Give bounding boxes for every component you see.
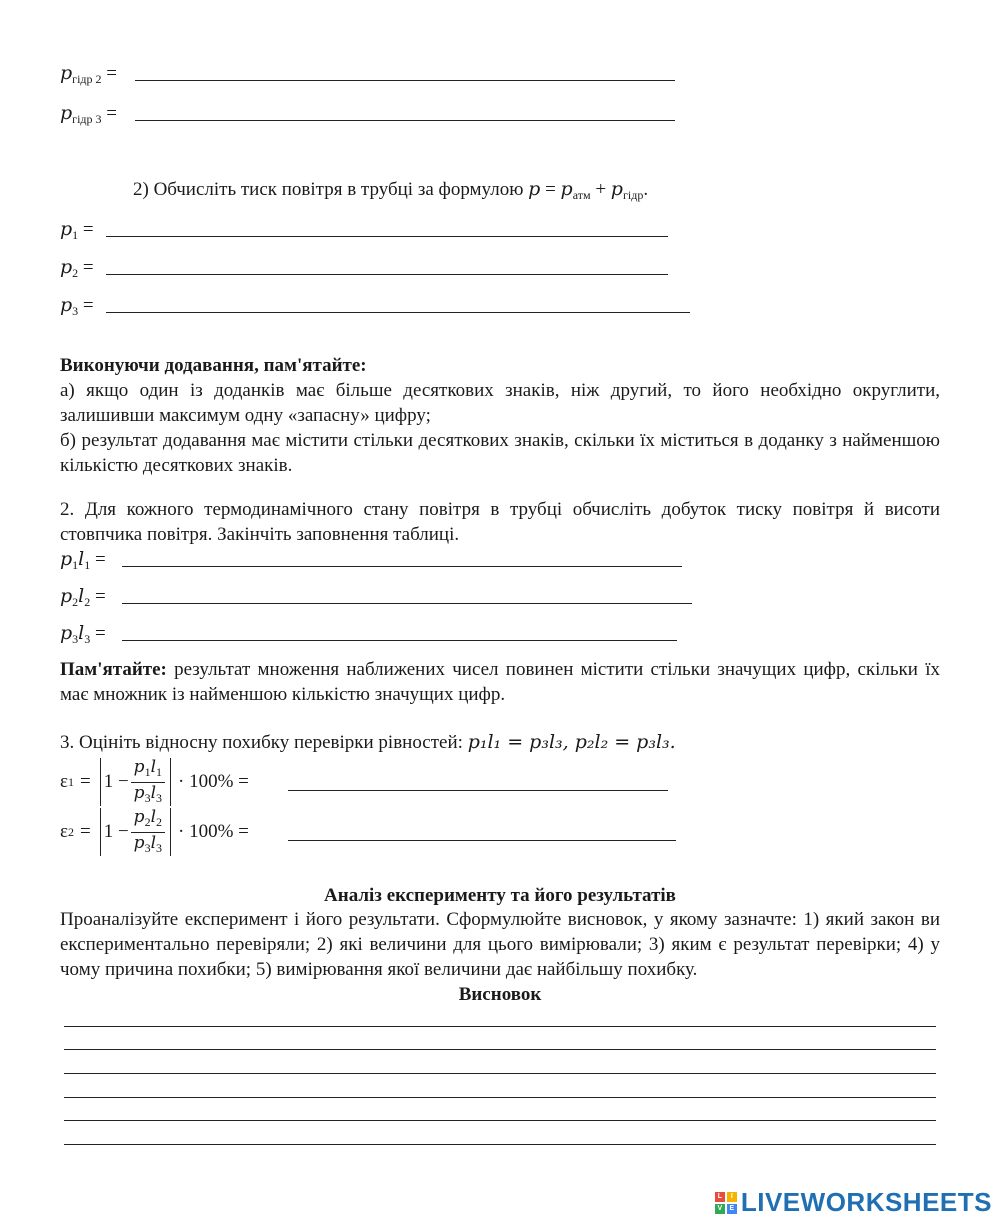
formula-p1: $p_1$ = (60, 218, 94, 242)
analysis-title: Аналіз експерименту та його результатів (324, 885, 676, 906)
formula-p-gidr2: $p_{гідр 2}$ = (60, 62, 118, 86)
analysis-instruction: Проаналізуйте експеримент і його результати. Сформулюйте висновок, у якому зазначте: 1) який закон ви експериментально перевіряли; 2) які величини для цього вимірювали; 3) яким є результат перевірки; 4) у чому причина похибки; 5) вимірювання якої величини дає найбільшу похибку. (60, 909, 940, 980)
abs-bar-left (100, 808, 101, 856)
answer-line-epsilon-1[interactable] (288, 790, 668, 791)
formula-p1l1: $p_1l_1$ = (60, 548, 106, 572)
task-2-instruction: 2. Для кожного термодинамічного стану повітря в трубці обчисліть добуток тиску повітря й висоти стовпчика повітря. Закінчіть заповнення таблиці. (60, 499, 940, 545)
abs-bar-left (100, 758, 101, 806)
fraction-p2l2-over-p3l3: $\frac{p_2l_2}{p_3l_3}$ (131, 807, 165, 858)
liveworksheets-logo-text: LIVEWORKSHEETS (740, 1187, 992, 1217)
formula-p2: $p_2$ = (60, 256, 94, 280)
answer-line-p2l2[interactable] (122, 603, 692, 604)
conclusion-line-1[interactable] (64, 1026, 936, 1027)
answer-line-epsilon-2[interactable] (288, 840, 676, 841)
formula-p-gidr3: $p_{гідр 3}$ = (60, 102, 118, 126)
addition-rules (60, 353, 940, 478)
conclusion-line-3[interactable] (64, 1073, 936, 1074)
conclusion-line-2[interactable] (64, 1049, 936, 1050)
formula-p2l2: $p_2l_2$ = (60, 585, 106, 609)
abs-bar-right (170, 808, 171, 856)
addition-rules-title: Виконуючи додавання, пам'ятайте: (60, 355, 367, 376)
multiplication-rule-label: Пам'ятайте: (60, 659, 167, 680)
answer-line-p-gidr2[interactable] (135, 80, 675, 81)
answer-line-p3[interactable] (106, 312, 690, 313)
addition-rule-a: а) якщо один із доданків має більше десяткових знаків, ніж другий, то його необхідно округлити, залишивши максимум одну «запасну» цифру; (60, 380, 940, 426)
conclusion-line-6[interactable] (64, 1144, 936, 1145)
answer-line-p-gidr3[interactable] (135, 120, 675, 121)
task-1-2-instruction: 2) Обчисліть тиск повітря в трубці за формулою $p = p_{атм} + p_{гідр}$. (133, 178, 649, 202)
liveworksheets-logo (715, 1187, 992, 1218)
fraction-p1l1-over-p3l3: $\frac{p_1l_1}{p_3l_3}$ (131, 757, 165, 808)
conclusion-line-5[interactable] (64, 1120, 936, 1121)
formula-p3l3: $p_3l_3$ = (60, 622, 106, 646)
answer-line-p1[interactable] (106, 236, 668, 237)
formula-p3: $p_3$ = (60, 294, 94, 318)
task-3-instruction: 3. Оцініть відносну похибку перевірки рівностей: p₁l₁ = p₃l₃, p₂l₂ = p₃l₃. (60, 731, 676, 753)
formula-epsilon-1: ε 1 = 1 − $\frac{p_1l_1}{p_3l_3}$ · 100% = (60, 756, 249, 808)
formula-epsilon-2: ε 2 = 1 − $\frac{p_2l_2}{p_3l_3}$ · 100% = (60, 806, 249, 858)
answer-line-p3l3[interactable] (122, 640, 677, 641)
multiplication-rule: Пам'ятайте: результат множення наближених чисел повинен містити стільки значущих цифр, скільки їх має множник із найменшою кількістю значущих цифр. (60, 659, 940, 705)
abs-bar-right (170, 758, 171, 806)
conclusion-line-4[interactable] (64, 1097, 936, 1098)
addition-rule-b: б) результат додавання має містити стільки десяткових знаків, скільки їх міститься в доданку з найменшою кількістю десяткових знаків. (60, 430, 940, 476)
liveworksheets-logo-icon: L I V E (715, 1192, 737, 1214)
conclusion-title: Висновок (458, 984, 542, 1005)
answer-line-p1l1[interactable] (122, 566, 682, 567)
answer-line-p2[interactable] (106, 274, 668, 275)
